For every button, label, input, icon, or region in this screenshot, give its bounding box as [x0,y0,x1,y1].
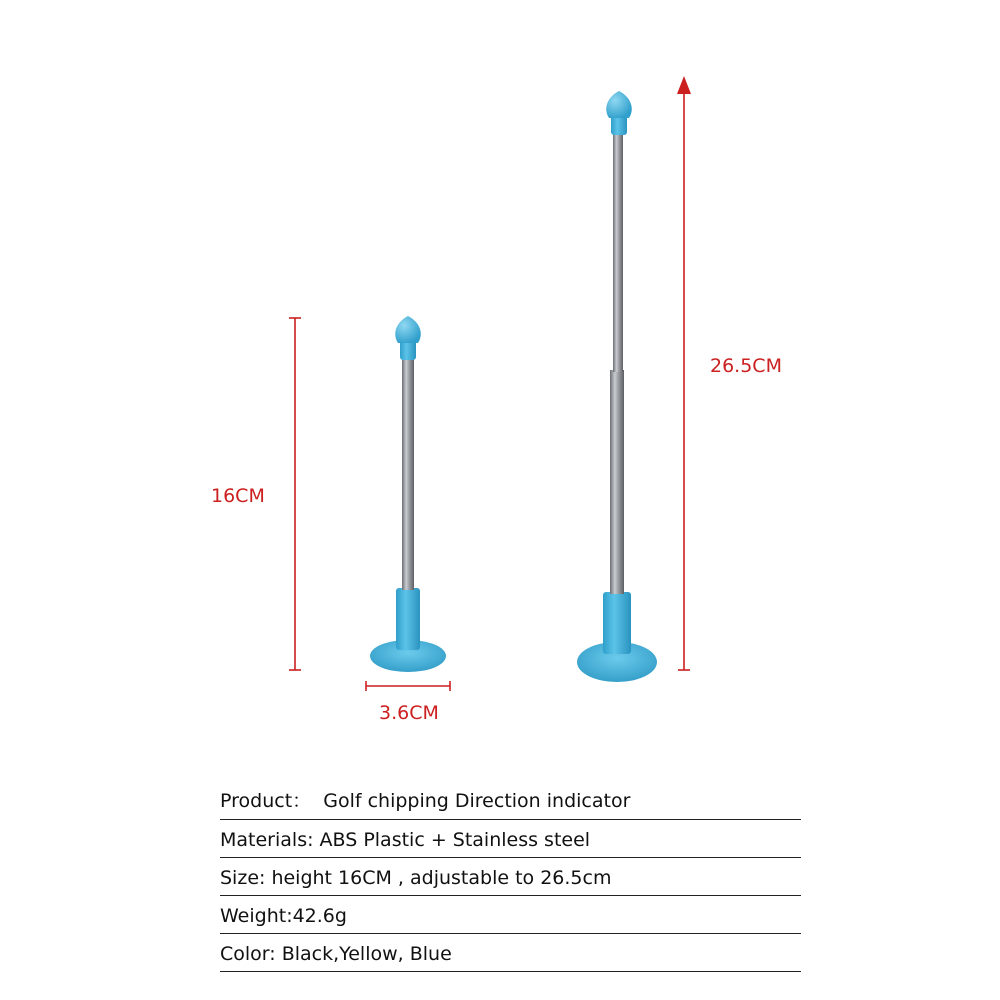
spec-row-materials [220,820,801,858]
spec-row-size [220,858,801,896]
extended-steel-upper [613,132,623,372]
short-height-label: 16CM [211,485,265,507]
spec-row-color [220,934,801,972]
short-height-dimension [289,318,301,670]
extended-steel-lower [610,370,624,594]
extended-tip [606,91,632,118]
extended-height-label: 26.5CM [710,355,782,377]
spec-row-product [220,782,801,820]
base-width-dimension [366,681,450,691]
spec-color: Color: Black,Yellow, Blue [220,943,452,965]
extended-height-dimension [678,88,690,670]
short-steel-rod [402,360,414,590]
spec-row-weight [220,896,801,934]
short-base-collar [396,588,420,650]
base-width-label: 3.6CM [379,702,439,724]
short-tip [395,316,421,343]
spec-weight: Weight:42.6g [220,905,347,927]
spec-size: Size: height 16CM , adjustable to 26.5cm [220,867,612,889]
extended-base-collar [603,592,631,654]
spec-materials: Materials: ABS Plastic + Stainless steel [220,829,591,851]
arrow-up-icon [677,76,691,94]
spec-table [220,782,801,972]
spec-product: Product： Golf chipping Direction indicator [220,790,631,812]
extended-indicator [577,91,657,682]
short-indicator [370,316,446,672]
